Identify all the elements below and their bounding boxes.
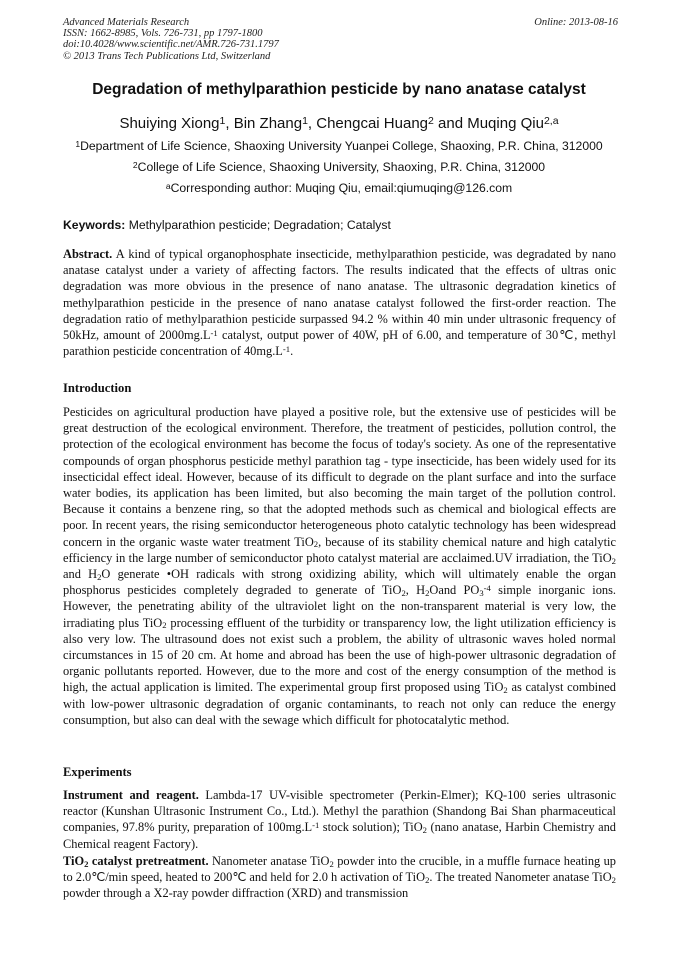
subscript: 2 <box>503 685 508 696</box>
experiment-text: powder into the crucible, in a muffle furnace heating up to 2.0℃/min speed, heated to 200℃ and held for 2.0 h activation of TiO <box>63 854 616 885</box>
author-name: Shuiying Xiong <box>119 115 220 132</box>
abstract-label: Abstract. <box>63 247 113 261</box>
subscript: 3 <box>479 587 484 598</box>
experiment-text: Nanometer anatase TiO <box>208 854 330 868</box>
author-name: , Chengcai Huang <box>307 115 429 132</box>
experiment-text: powder through a X2-ray powder diffraction (XRD) and transmission <box>63 886 409 901</box>
superscript: -1 <box>210 327 218 338</box>
experiment-text: stock solution); TiO <box>319 820 423 835</box>
abstract-text: . <box>290 344 294 359</box>
author-affiliation-mark: 2,a <box>543 115 559 128</box>
label-text: TiO <box>63 854 85 868</box>
corresponding-author <box>0 181 678 195</box>
author-affiliation-mark: 1 <box>302 115 308 128</box>
paper-title: Degradation of methylparathion pesticide by nano anatase catalyst <box>92 81 586 98</box>
affiliation-text: Department of Life Science, Shaoxing University Yuanpei College, Shaoxing, P.R. China, 312000 <box>80 139 603 153</box>
intro-text: Oand PO <box>429 583 480 598</box>
abstract-text: A kind of typical organophosphate insecticide, methylparathion pesticide, was degradated by nano anatase catalyst under a variety of affecting factors. The results indicated that the effects of ultras onic degradation was more obvious in the presence of nano anatase. The ultrasonic degradation kinetics of methylparathion pesticide in the presence of nano anatase catalyst followed the first-order reaction. The degradation ratio of methylparathion pesticide surpassed 94.2 % within 40 min under ultrasonic frequency of 50kHz, amount of 2000mg.L <box>63 247 616 343</box>
subscript: 2 <box>97 571 102 582</box>
subscript: 2 <box>329 858 334 869</box>
keywords-text: Methylparathion pesticide; Degradation; Catalyst <box>125 218 391 232</box>
subscript: 2 <box>313 539 319 550</box>
subscript: 2 <box>425 587 430 598</box>
author-name: and Muqing Qiu <box>433 115 544 132</box>
subscript: 2 <box>611 555 616 566</box>
affiliation-mark: 2 <box>132 160 138 171</box>
abstract <box>63 246 616 359</box>
affiliation-mark: 1 <box>75 139 81 150</box>
affiliation-mark: a <box>165 181 171 192</box>
subscript: 2 <box>611 874 616 885</box>
subscript: 2 <box>84 858 89 869</box>
affiliation-1 <box>0 139 678 153</box>
keywords-label: Keywords: <box>63 218 126 232</box>
paragraph-label <box>63 854 209 868</box>
intro-text: , because of its stability chemical nature and high catalytic efficiency in the large number of semiconductor photo catalyst material are acclaimed.UV irradiation, the TiO <box>63 534 616 565</box>
paragraph-label: Instrument and reagent. <box>63 788 199 802</box>
issn-line: ISSN: 1662-8985, Vols. 726-731, pp 1797-1800 <box>63 28 263 40</box>
section-heading-introduction: Introduction <box>63 381 132 395</box>
superscript: -4 <box>483 583 491 594</box>
intro-text: and H <box>63 567 98 582</box>
doi-line: doi:10.4028/www.scientific.net/AMR.726-731.1797 <box>63 39 279 51</box>
pretreatment-paragraph <box>63 853 616 902</box>
journal-name: Advanced Materials Research <box>63 17 190 28</box>
experiment-text: . The treated Nanometer anatase TiO <box>429 870 612 885</box>
intro-text: , H <box>405 583 426 598</box>
label-text: catalyst pretreatment. <box>88 854 209 868</box>
intro-text: as catalyst combined with low-power ultrasonic degradation of organic contaminants, to reach not only can reduce the energy consumption, but also can deal with the sewage which difficult for photocatalytic method. <box>63 680 617 727</box>
copyright-line: © 2013 Trans Tech Publications Ltd, Switzerland <box>63 50 271 62</box>
subscript: 2 <box>422 825 427 836</box>
instrument-paragraph <box>63 787 616 852</box>
intro-text: Pesticides on agricultural production have played a positive role, but the extensive use of pesticides will be great destruction of the ecological environment. Therefore, the treatment of pesticides, pollution control, the protection of the ecological environment has become the focus of today's society. As one of the representative compounds of organ phosphorus pesticide methyl parathion tag - type insecticide, has been widely used for its insecticidal effect ideal. However, because of its difficult to degrade on the plant surface and into the surface water bodies, its application has been limited, but also becoming the main target of the pollution control. Because it contains a benzene ring, so that the adopted methods such as chemical and biological effects are poor. In recent years, the rising semiconductor heterogeneous photo catalytic technology has been widespread concern in the organic waste water treatment TiO <box>63 405 616 549</box>
introduction-paragraph <box>63 404 616 728</box>
experiment-text: Lambda-17 UV-visible spectrometer (Perkin-Elmer); KQ-100 series ultrasonic reactor (Kunshan Ultrasonic Instrument Co., Ltd.). Methyl the parathion (Shandong Bai Shan pharmaceutical companies, 97.8% purity, preparation of 100mg.L <box>63 788 616 835</box>
corresponding-text: Corresponding author: Muqing Qiu, email:qiumuqing@126.com <box>170 181 513 195</box>
keywords <box>63 218 623 232</box>
intro-text: processing effluent of the turbidity or transparency low, the light utilization efficiency is also very low. The ultrasound does not exist such a problem, the ability of ultrasonic waves holed normal circumstances in 15 of 20 cm. At home and abroad has been the use of high-power ultrasonic degradation of organic pollutants reported. However, due to the more and cost of the energy consumption of the method is high, the actual application is limited. The experimental group first proposed using TiO <box>63 615 616 695</box>
journal-header <box>63 17 618 62</box>
online-date: Online: 2013-08-16 <box>534 17 618 28</box>
affiliation-text: College of Life Science, Shaoxing University, Shaoxing, P.R. China, 312000 <box>137 160 546 174</box>
author-affiliation-mark: 2 <box>428 115 434 128</box>
author-affiliation-mark: 1 <box>219 115 226 128</box>
subscript: 2 <box>162 620 167 631</box>
affiliation-2 <box>0 160 678 174</box>
superscript: -1 <box>312 820 320 831</box>
intro-text: simple inorganic ions. However, the penetrating ability of the ultraviolet light on the non-transparent material is very low, the irradiating plus TiO <box>63 583 617 630</box>
superscript: -1 <box>282 344 291 355</box>
author-name: , Bin Zhang <box>225 115 303 132</box>
intro-text: O generate •OH radicals with strong oxidizing ability, which will ultimately enable the organ phosphorus pesticides completely degraded to generate of TiO <box>63 567 617 598</box>
subscript: 2 <box>425 874 430 885</box>
section-heading-experiments: Experiments <box>63 765 132 779</box>
author-list <box>0 115 678 132</box>
abstract-text: catalyst, output power of 40W, pH of 6.00, and temperature of 30℃, methyl parathion pesticide concentration of 40mg.L <box>63 328 616 359</box>
subscript: 2 <box>401 587 406 598</box>
experiment-text: (nano anatase, Harbin Chemistry and Chemical reagent Factory). <box>63 820 616 851</box>
